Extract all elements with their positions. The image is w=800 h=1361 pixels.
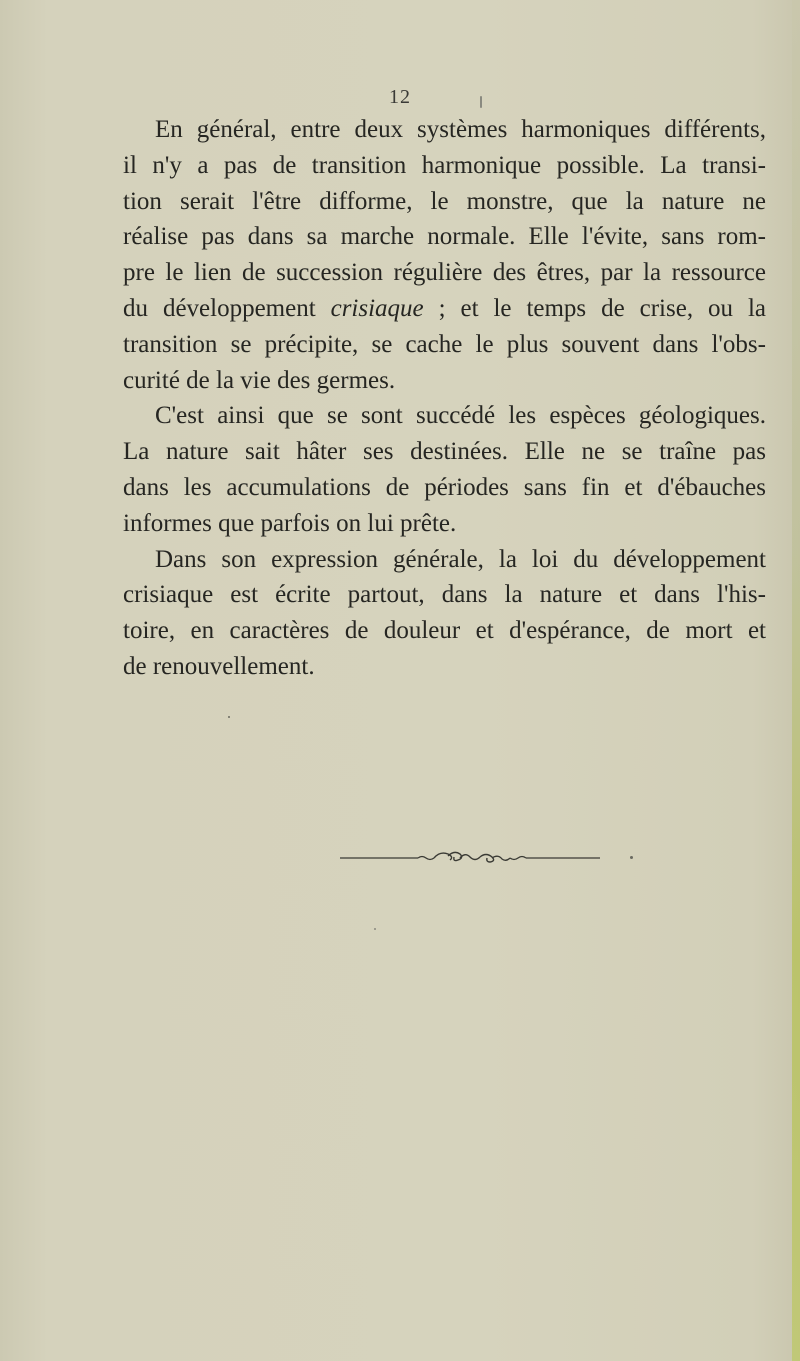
paper-speck bbox=[630, 856, 633, 859]
text-line: La nature sait hâter ses destinées. Elle ne se traîne pas bbox=[123, 438, 766, 466]
page-edge bbox=[792, 0, 800, 1361]
paper-speck bbox=[480, 96, 482, 108]
text-segment: du développement bbox=[123, 294, 331, 322]
text-segment: ; et le temps de crise, ou la bbox=[423, 294, 766, 322]
text-line: crisiaque est écrite partout, dans la nature et dans l'his- bbox=[123, 581, 766, 609]
paper-speck bbox=[228, 716, 230, 718]
paper-speck bbox=[374, 928, 376, 930]
text-line: curité de la vie des germes. bbox=[123, 366, 396, 394]
text-line: de renouvellement. bbox=[123, 652, 315, 680]
text-line: toire, en caractères de douleur et d'espérance, de mort et bbox=[123, 617, 766, 645]
text-line: tion serait l'être difforme, le monstre, que la nature ne bbox=[123, 187, 766, 215]
text-line: C'est ainsi que se sont succédé les espèces géologiques. bbox=[155, 402, 766, 430]
text-line: réalise pas dans sa marche normale. Elle l'évite, sans rom- bbox=[123, 223, 766, 251]
text-line: En général, entre deux systèmes harmoniques différents, bbox=[155, 116, 766, 143]
text-line: transition se précipite, se cache le plus souvent dans l'obs- bbox=[123, 330, 766, 358]
paragraph-3 bbox=[123, 542, 766, 685]
text-line bbox=[123, 291, 766, 327]
paragraph-1 bbox=[123, 112, 766, 398]
text-line: informes que parfois on lui prête. bbox=[123, 509, 457, 537]
text-line: dans les accumulations de périodes sans fin et d'ébauches bbox=[123, 473, 766, 501]
italic-word: crisiaque bbox=[330, 294, 424, 322]
text-line: pre le lien de succession régulière des êtres, par la ressource bbox=[123, 259, 766, 287]
text-line: il n'y a pas de transition harmonique possible. La transi- bbox=[123, 151, 766, 179]
page-number: 12 bbox=[389, 86, 411, 108]
body-text bbox=[123, 112, 766, 685]
paragraph-2 bbox=[123, 398, 766, 541]
text-line: Dans son expression générale, la loi du développement bbox=[155, 545, 766, 573]
ornament-divider-icon bbox=[340, 848, 600, 868]
